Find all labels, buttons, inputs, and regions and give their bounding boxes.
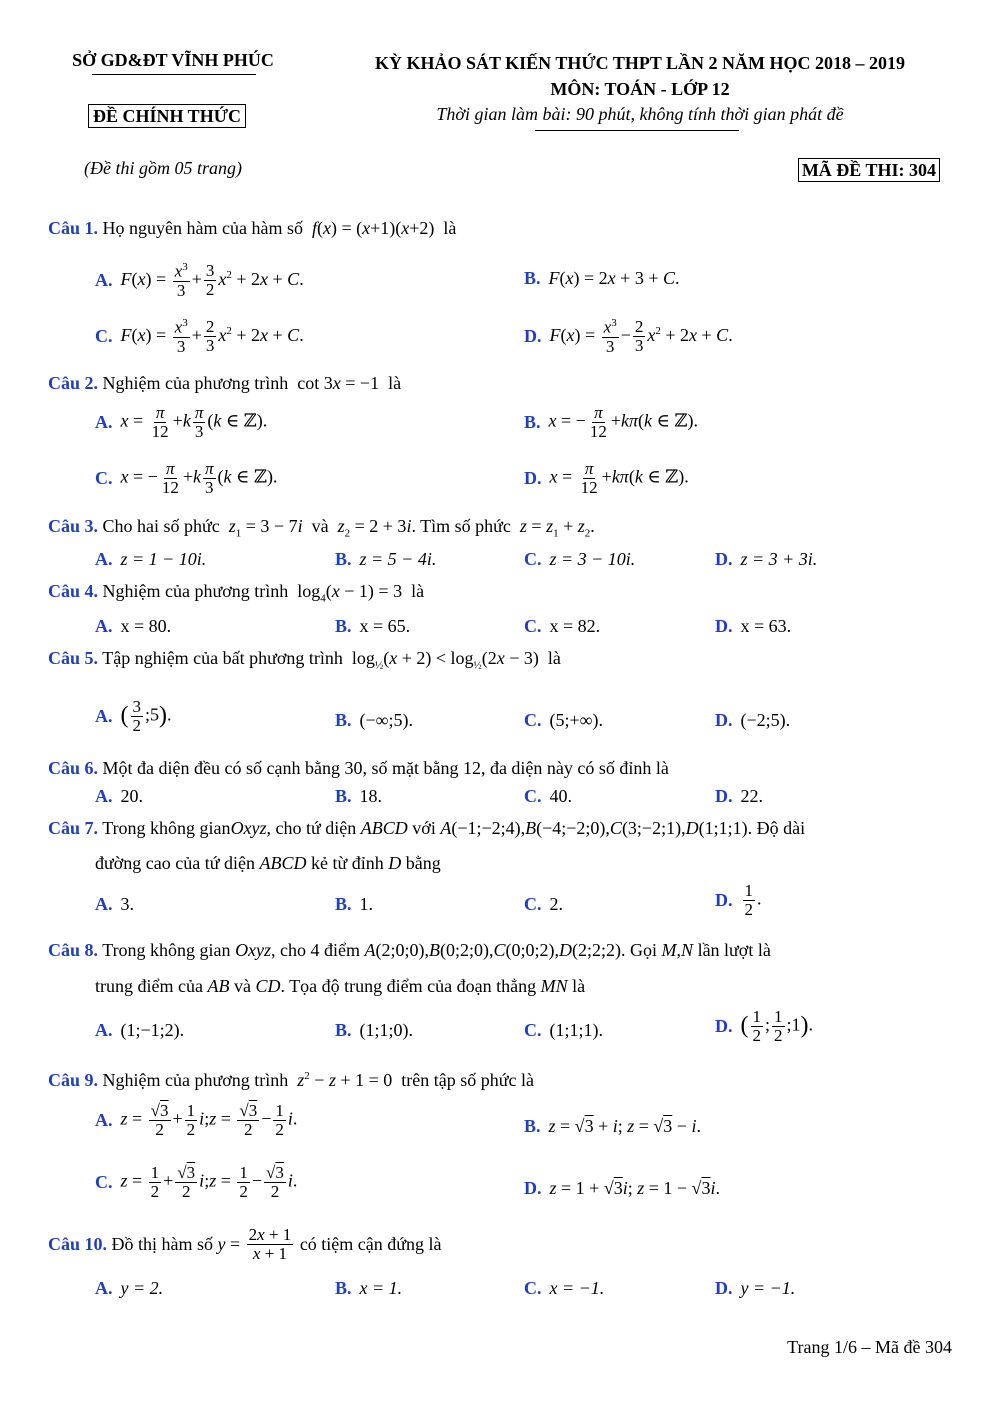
q9-option-b[interactable]: B. z = √3 + i; z = √3 − i. xyxy=(524,1116,701,1136)
question-5: Câu 5. Tập nghiệm của bất phương trình $\log_{\frac{1}{2}}(x + 2) < \log_{\frac{1}{2}}(2x - 3)$ là xyxy=(48,648,561,672)
q3-option-a[interactable]: A. z = 1 − 10i. xyxy=(95,549,207,569)
official-badge: ĐỀ CHÍNH THỨC xyxy=(88,104,246,128)
q1-option-b[interactable]: B. F(x) = 2x + 3 + C. xyxy=(524,268,680,288)
time-note: Thời gian làm bài: 90 phút, không tính thời gian phát đề xyxy=(436,104,844,124)
page-footer: Trang 1/6 – Mã đề 304 xyxy=(787,1337,952,1357)
q10-option-c[interactable]: C. x = −1. xyxy=(524,1278,605,1298)
question-6: Câu 6. Một đa diện đều có số cạnh bằng 30, số mặt bằng 12, đa diện này có số đỉnh là xyxy=(48,758,669,778)
question-2: Câu 2. Nghiệm của phương trình cot 3x = −1 là xyxy=(48,373,402,393)
q7-option-b[interactable]: B. 1. xyxy=(335,894,374,914)
q2-option-a[interactable]: A. x = $\frac{\pi}{12}$ +k $\frac{\pi}{3}$ (k ∈ ℤ). xyxy=(95,403,268,441)
q4-option-b[interactable]: B. x = 65. xyxy=(335,616,411,636)
q7-option-d[interactable]: D. $\frac{1}{2}$ . xyxy=(715,881,762,919)
q6-option-b[interactable]: B. 18. xyxy=(335,786,383,806)
question-9: Câu 9. Nghiệm của phương trình $z^2 - z + 1 = 0$ trên tập số phức là xyxy=(48,1070,534,1090)
q5-option-a[interactable]: A. ( $\frac{3}{2}$ ;5). xyxy=(95,697,172,735)
q6-option-d[interactable]: D. 22. xyxy=(715,786,763,806)
question-7-line-2: đường cao của tứ diện ABCD kẻ từ đỉnh D bằng xyxy=(95,853,441,873)
q2-option-b[interactable]: B. x = − $\frac{\pi}{12}$ +kπ(k ∈ ℤ). xyxy=(524,403,698,441)
q4-option-a[interactable]: A. x = 80. xyxy=(95,616,172,636)
q3-option-c[interactable]: C. z = 3 − 10i. xyxy=(524,549,636,569)
q4-option-d[interactable]: D. x = 63. xyxy=(715,616,792,636)
q4-option-c[interactable]: C. x = 82. xyxy=(524,616,601,636)
q5-option-b[interactable]: B. (−∞;5). xyxy=(335,710,413,730)
q1-option-c[interactable]: C. F(x) = $\frac{x^3}{3}$ + $\frac{2}{3}$ $x^2 + 2x + C$. xyxy=(95,317,304,356)
q1-option-d[interactable]: D. F(x) = $\frac{x^3}{3}$ − $\frac{2}{3}$ $x^2 + 2x + C$. xyxy=(524,317,733,356)
q8-option-d[interactable]: D. ( $\frac{1}{2}$ ; $\frac{1}{2}$ ;1). xyxy=(715,1007,814,1045)
exam-title-block xyxy=(340,50,940,102)
q6-option-a[interactable]: A. 20. xyxy=(95,786,143,806)
question-4: Câu 4. Nghiệm của phương trình $\log_4(x - 1) = 3$ là xyxy=(48,581,425,605)
q1-option-a[interactable]: A. F(x) = $\frac{x^3}{3}$ + $\frac{3}{2}$ $x^2 + 2x + C$. xyxy=(95,261,304,300)
q8-option-b[interactable]: B. (1;1;0). xyxy=(335,1020,414,1040)
q8-option-a[interactable]: A. (1;−1;2). xyxy=(95,1020,185,1040)
q10-option-b[interactable]: B. x = 1. xyxy=(335,1278,403,1298)
q9-option-d[interactable]: D. z = 1 + √3i; z = 1 − √3i. xyxy=(524,1178,720,1198)
exam-code-badge: MÃ ĐỀ THI: 304 xyxy=(798,158,940,182)
department-name: SỞ GD&ĐT VĨNH PHÚC xyxy=(62,50,284,71)
question-1: Câu 1. Họ nguyên hàm của hàm số f(x) = (x+1)(x+2) là xyxy=(48,218,457,238)
q7-option-c[interactable]: C. 2. xyxy=(524,894,563,914)
q7-option-a[interactable]: A. 3. xyxy=(95,894,134,914)
subject-title: MÔN: TOÁN - LỚP 12 xyxy=(550,79,730,99)
question-10: Câu 10. Đồ thị hàm số y = $\frac{2x + 1}{x + 1}$ có tiệm cận đứng là xyxy=(48,1225,442,1263)
q6-option-c[interactable]: C. 40. xyxy=(524,786,572,806)
q9-option-a[interactable]: A. z = $\frac{√3}{2}$ + $\frac{1}{2}$ i;z = $\frac{√3}{2}$ − $\frac{1}{2}$ i. xyxy=(95,1101,298,1139)
question-8-line-2: trung điểm của AB và CD. Tọa độ trung điểm của đoạn thẳng MN là xyxy=(95,976,586,996)
q2-option-d[interactable]: D. x = $\frac{\pi}{12}$ +kπ(k ∈ ℤ). xyxy=(524,459,689,497)
q2-option-c[interactable]: C. x = − $\frac{\pi}{12}$ +k $\frac{\pi}{3}$ (k ∈ ℤ). xyxy=(95,459,278,497)
q9-option-c[interactable]: C. z = $\frac{1}{2}$ + $\frac{√3}{2}$ i;z = $\frac{1}{2}$ − $\frac{√3}{2}$ i. xyxy=(95,1163,298,1201)
q5-option-c[interactable]: C. (5;+∞). xyxy=(524,710,603,730)
pages-note: (Đề thi gồm 05 trang) xyxy=(84,158,242,178)
question-7: Câu 7. Trong không gianOxyz, cho tứ diện ABCD với A(−1;−2;4),B(−4;−2;0),C(3;−2;1),D(1;1;1). Độ dài xyxy=(48,818,806,838)
q10-option-d[interactable]: D. y = −1. xyxy=(715,1278,796,1298)
question-8: Câu 8. Trong không gian Oxyz, cho 4 điểm A(2;0;0),B(0;2;0),C(0;0;2),D(2;2;2). Gọi M,N lần lượt là xyxy=(48,940,771,960)
question-3: Câu 3. Cho hai số phức $z_1 = 3 - 7i$ và $z_2 = 2 + 3i$. Tìm số phức $z = z_1 + z_2$. xyxy=(48,516,595,540)
exam-title: KỲ KHẢO SÁT KIẾN THỨC THPT LẦN 2 NĂM HỌC 2018 – 2019 xyxy=(374,53,906,73)
q3-option-b[interactable]: B. z = 5 − 4i. xyxy=(335,549,437,569)
q5-option-d[interactable]: D. (−2;5). xyxy=(715,710,791,730)
q3-option-d[interactable]: D. z = 3 + 3i. xyxy=(715,549,818,569)
time-underline xyxy=(535,130,739,131)
q10-option-a[interactable]: A. y = 2. xyxy=(95,1278,164,1298)
q8-option-c[interactable]: C. (1;1;1). xyxy=(524,1020,603,1040)
header-underline xyxy=(92,74,256,75)
